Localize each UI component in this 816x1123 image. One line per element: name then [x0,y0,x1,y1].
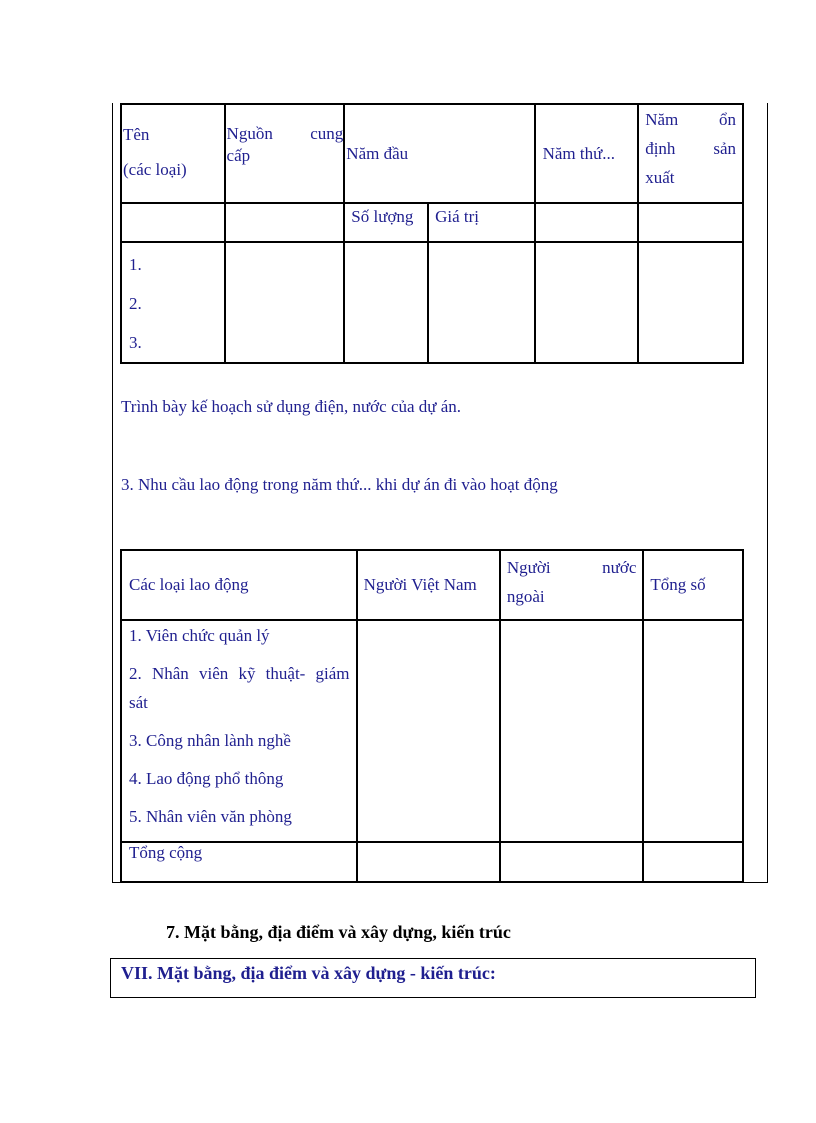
subheader-so-luong [344,203,428,242]
header-nam-on-w3: định [645,139,676,158]
list-item-word: thuật- [265,664,306,683]
list-item [129,659,350,688]
section-vii-box [110,958,756,998]
list-item: 3. [129,333,142,352]
empty-cell [643,842,743,882]
empty-cell [428,242,535,363]
list-item-word: giám [315,664,350,683]
header-ten-line1: Tên [123,125,150,144]
empty-cell [638,242,743,363]
paragraph-labor-needs: 3. Nhu cầu lao động trong năm thứ... khi dự án đi vào hoạt động [121,475,558,494]
list-item: 4. Lao động phổ thông [129,769,284,788]
empty-cell [500,620,644,842]
list-item-continuation: sát [129,693,148,712]
header-nam-on-w1: Năm [645,110,679,129]
empty-cell [357,842,500,882]
header-nam-dau-label: Năm đầu [346,143,409,163]
header-loai-label: Các loại lao động [129,575,249,594]
empty-cell [225,242,345,363]
header-loai-lao-dong [121,550,357,620]
labor-types-cell [121,620,357,842]
list-item: 1. Viên chức quản lý [129,626,270,645]
table-row [121,242,743,363]
labor-table [120,549,744,883]
header-tong-so [643,550,743,620]
empty-cell [357,620,500,842]
header-nguoi-viet-nam [357,550,500,620]
section-vii-heading: VII. Mặt bằng, địa điểm và xây dựng - kiến trúc: [121,963,496,983]
header-nguon [225,104,345,203]
empty-cell [535,203,639,242]
subheader-gia-tri [428,203,535,242]
header-nn-w2: nước [602,558,637,577]
table-subheader-row [121,203,743,242]
table-total-row [121,842,743,882]
empty-cell [500,842,644,882]
empty-cell [638,203,743,242]
items-cell [121,242,225,363]
header-nam-thu-label: Năm thứ... [542,143,616,163]
total-label-cell [121,842,357,882]
materials-table [120,103,744,364]
empty-cell [225,203,345,242]
header-nam-dau [344,104,534,203]
header-tong-so-label: Tổng số [650,575,706,594]
header-nn-line2: ngoài [506,587,545,606]
empty-cell [643,620,743,842]
table-header-row [121,550,743,620]
subheader-gia-tri-label: Giá trị [435,207,479,226]
header-nguon-word2: cung [310,124,344,143]
header-nguon-line2: cấp [226,146,251,165]
list-item: 5. Nhân viên văn phòng [129,807,292,826]
section-7-heading: 7. Mặt bằng, địa điểm và xây dựng, kiến trúc [166,922,511,942]
total-label: Tổng cộng [129,843,203,862]
empty-cell [344,242,428,363]
list-item-word: kỹ [238,664,256,683]
header-ten [121,104,225,203]
header-ten-line2: (các loại) [123,160,187,179]
empty-cell [121,203,225,242]
list-item-word: viên [198,664,229,683]
empty-cell [535,242,639,363]
table-row [121,620,743,842]
list-item: 3. Công nhân lành nghề [129,731,291,750]
list-item: 1. [129,255,142,274]
header-nguon-word1: Nguồn [226,124,273,143]
subheader-so-luong-label: Số lượng [351,207,414,226]
header-nguoi-nuoc-ngoai [500,550,644,620]
list-item-word: 2. [129,664,142,683]
paragraph-power-water: Trình bày kế hoạch sử dụng điện, nước của dự án. [121,397,462,416]
list-item-word: Nhân [151,664,189,683]
table-header-row [121,104,743,203]
header-viet-nam-label: Người Việt Nam [363,575,477,594]
list-item: 2. [129,294,142,313]
header-nam-thu [535,104,639,203]
header-nam-on-w5: xuất [645,168,675,187]
header-nn-w1: Người [506,558,551,577]
header-nam-on-w4: sản [713,139,736,158]
header-nam-on-w2: ổn [719,110,736,129]
header-nam-on-dinh [638,104,743,203]
